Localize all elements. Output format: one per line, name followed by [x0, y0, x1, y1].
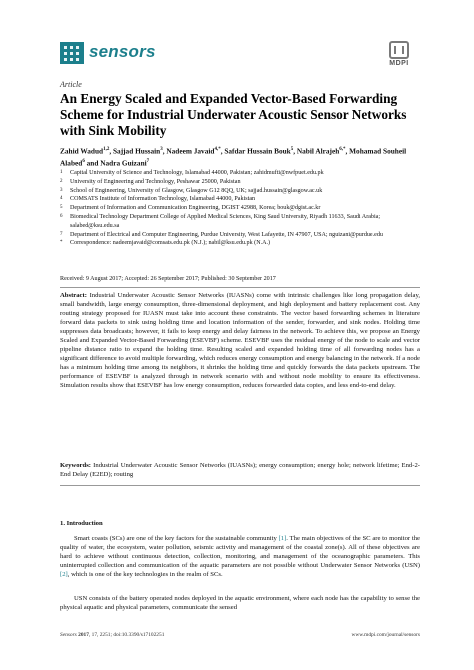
keywords — [60, 461, 420, 479]
received-dates: Received: 9 August 2017; Accepted: 26 September 2017; Published: 30 September 2017 — [60, 276, 276, 282]
affiliation-text: COMSATS Institute of Information Technology, Islamabad 44000, Pakistan — [70, 196, 256, 203]
affiliation-item — [60, 213, 420, 231]
author-separator: , — [345, 146, 350, 156]
author-name: Safdar Hussain Bouk — [224, 146, 291, 156]
affiliation-number: 6 — [60, 213, 63, 219]
intro-text: Smart coasts (SCs) are one of the key factors for the sustainable community — [74, 535, 279, 542]
affiliation-number: 3 — [60, 187, 63, 193]
author-name: Nadra Guizani — [100, 158, 147, 168]
section-heading: 1. Introduction — [60, 520, 103, 527]
author-name: Zahid Wadud — [60, 146, 104, 156]
citation-link[interactable]: [2] — [60, 570, 68, 578]
author-affiliation-mark: 5 — [290, 147, 294, 152]
affiliation-text: Department of Electrical and Computer Engineering, Purdue University, West Lafayette, IN 47907, USA; nguizani@purdue.edu — [70, 231, 383, 238]
footer-citation — [60, 632, 164, 638]
affiliation-number: 2 — [60, 178, 63, 184]
divider — [60, 485, 420, 486]
author-name: Mohamad Souheil Alabed — [60, 146, 407, 168]
affiliation-item — [60, 187, 420, 196]
divider — [60, 287, 420, 288]
abstract — [60, 292, 420, 390]
journal-name: sensors — [89, 42, 156, 61]
affiliation-item — [60, 231, 420, 240]
affiliation-number: 1 — [60, 170, 63, 175]
affiliation-item — [60, 195, 420, 204]
affiliation-number: 5 — [60, 205, 63, 211]
author-affiliation-mark: 6,* — [339, 147, 346, 152]
author-affiliation-mark: 6 — [82, 158, 85, 164]
author-separator: , — [293, 146, 297, 156]
footer-url[interactable]: www.mdpi.com/journal/sensors — [351, 632, 420, 638]
intro-paragraph: USN consists of the battery operated nodes deployed in the aquatic environment, where each node has the capability to sense the physical aquatic and physical parameters, communicate the sensed — [60, 595, 420, 611]
affiliation-text: Biomedical Technology Department College of Applied Medical Sciences, King Saud University, Riyadh 11633, Saudi Arabia; salabed@ksu.edu.sa — [70, 213, 381, 229]
author-separator: , — [109, 146, 113, 156]
affiliation-item — [60, 169, 420, 178]
keywords-label: Keywords: — [60, 462, 91, 469]
affiliation-number: * — [60, 240, 63, 246]
author-name: Nadeem Javaid — [166, 146, 215, 156]
affiliation-text: University of Engineering and Technology, Peshawar 25000, Pakistan — [70, 178, 241, 185]
author-affiliation-mark: 7 — [146, 158, 150, 164]
publisher-label: MDPI — [389, 60, 409, 67]
author-affiliation-mark: 1,2 — [103, 147, 110, 152]
affiliation-list — [60, 169, 420, 248]
author-name: Sajjad Hussain — [112, 146, 161, 156]
footer-journal: Sensors — [60, 632, 77, 638]
paper-title: An Energy Scaled and Expanded Vector-Based Forwarding Scheme for Industrial Underwater Acoustic Sensor Networks with Sink Mobility — [60, 91, 407, 138]
author-separator: , — [220, 146, 225, 156]
sensors-logo-icon — [60, 42, 84, 64]
abstract-text: Industrial Underwater Acoustic Sensor Networks (IUASNs) come with intrinsic challenges like long propagation delay, small bandwidth, large energy consumption, three-dimensional deployment, and high deployment and battery replacement cost. Any routing strategy proposed for IUASN must take into account these constraints. The vector based forwarding schemes in literature forward data packets to sink using holding time and location information of the sender, forwarder, and sink nodes. Holding time suppresses data broadcasts; however, it fails to keep energy and delay fairness in the network. To achieve this, we propose an Energy Scaled and Expanded Vector-Based Forwarding (ESEVBF) scheme. ESEVBF uses the residual energy of the node to scale and vector pipeline distance ratio to expand the holding time. Resulting scaled and expanded holding time of all forwarding nodes has a significant difference to avoid multiple forwarding, which reduces energy consumption and energy balancing in the network. If a node has a minimum holding time among its neighbors, it shrinks the holding time and quickly forwards the data packets upstream. The performance of ESEVBF is analyzed through in network scenario with and without node mobility to ensure its effectiveness. Simulation results show that ESEVBF has low energy consumption, reduces forwarded data copies, and less end-to-end delay. — [60, 292, 421, 389]
affiliation-item — [60, 178, 420, 187]
intro-paragraph — [60, 535, 420, 580]
footer-doi: , 17, 2251; doi:10.3390/s17102251 — [88, 632, 165, 638]
affiliation-item — [60, 239, 420, 248]
affiliation-text: Capital University of Science and Technology, Islamabad 44000, Pakistan; zahidmufti@nwfpuet.edu.pk — [70, 170, 324, 176]
author-name: Nabil Alrajeh — [296, 146, 340, 156]
mdpi-logo-icon — [389, 41, 409, 59]
publisher-logo — [379, 41, 419, 67]
citation-link[interactable]: [1] — [278, 535, 287, 542]
author-list — [60, 145, 420, 169]
footer-year: 2017 — [78, 632, 89, 638]
author-affiliation-mark: 4,* — [214, 147, 221, 152]
abstract-label: Abstract: — [60, 292, 87, 299]
intro-text: . The main objectives of the SC are to monitor the quality of water, the ecosystem, water pollution, seismic activity and management of the coastal zone(s). All of these objectives are hard to achieve without continuous detection, collection, monitoring, and management of the oceanographic parameters. This uninterrupted collection and communication of the aquatic parameters are not possible without Underwater Sensor Networks (USN) — [60, 535, 420, 569]
affiliation-text: School of Engineering, University of Glasgow, Glasgow G12 8QQ, UK; sajjad.hussain@glasgow.ac.uk — [70, 187, 323, 194]
affiliation-number: 4 — [60, 196, 63, 202]
affiliation-number: 7 — [60, 231, 63, 237]
author-affiliation-mark: 3 — [160, 147, 163, 152]
affiliation-text: Correspondence: nadeemjavaid@comsats.edu.pk (N.J.); nabil@ksu.edu.pk (N.A.) — [70, 240, 271, 247]
keywords-text: Industrial Underwater Acoustic Sensor Networks (IUASNs); energy consumption; energy hole; network lifetime; End-2-End Delay (E2ED); routing — [60, 462, 420, 478]
intro-text: , which is one of the key technologies in the realm of SCs. — [67, 570, 223, 578]
affiliation-item — [60, 204, 420, 213]
affiliation-text: Department of Information and Communication Engineering, DGIST 42988, Korea; bouk@dgist.ac.kr — [70, 205, 321, 212]
author-separator: , — [162, 146, 167, 156]
article-type: Article — [60, 80, 82, 89]
author-separator: and — [84, 158, 101, 168]
